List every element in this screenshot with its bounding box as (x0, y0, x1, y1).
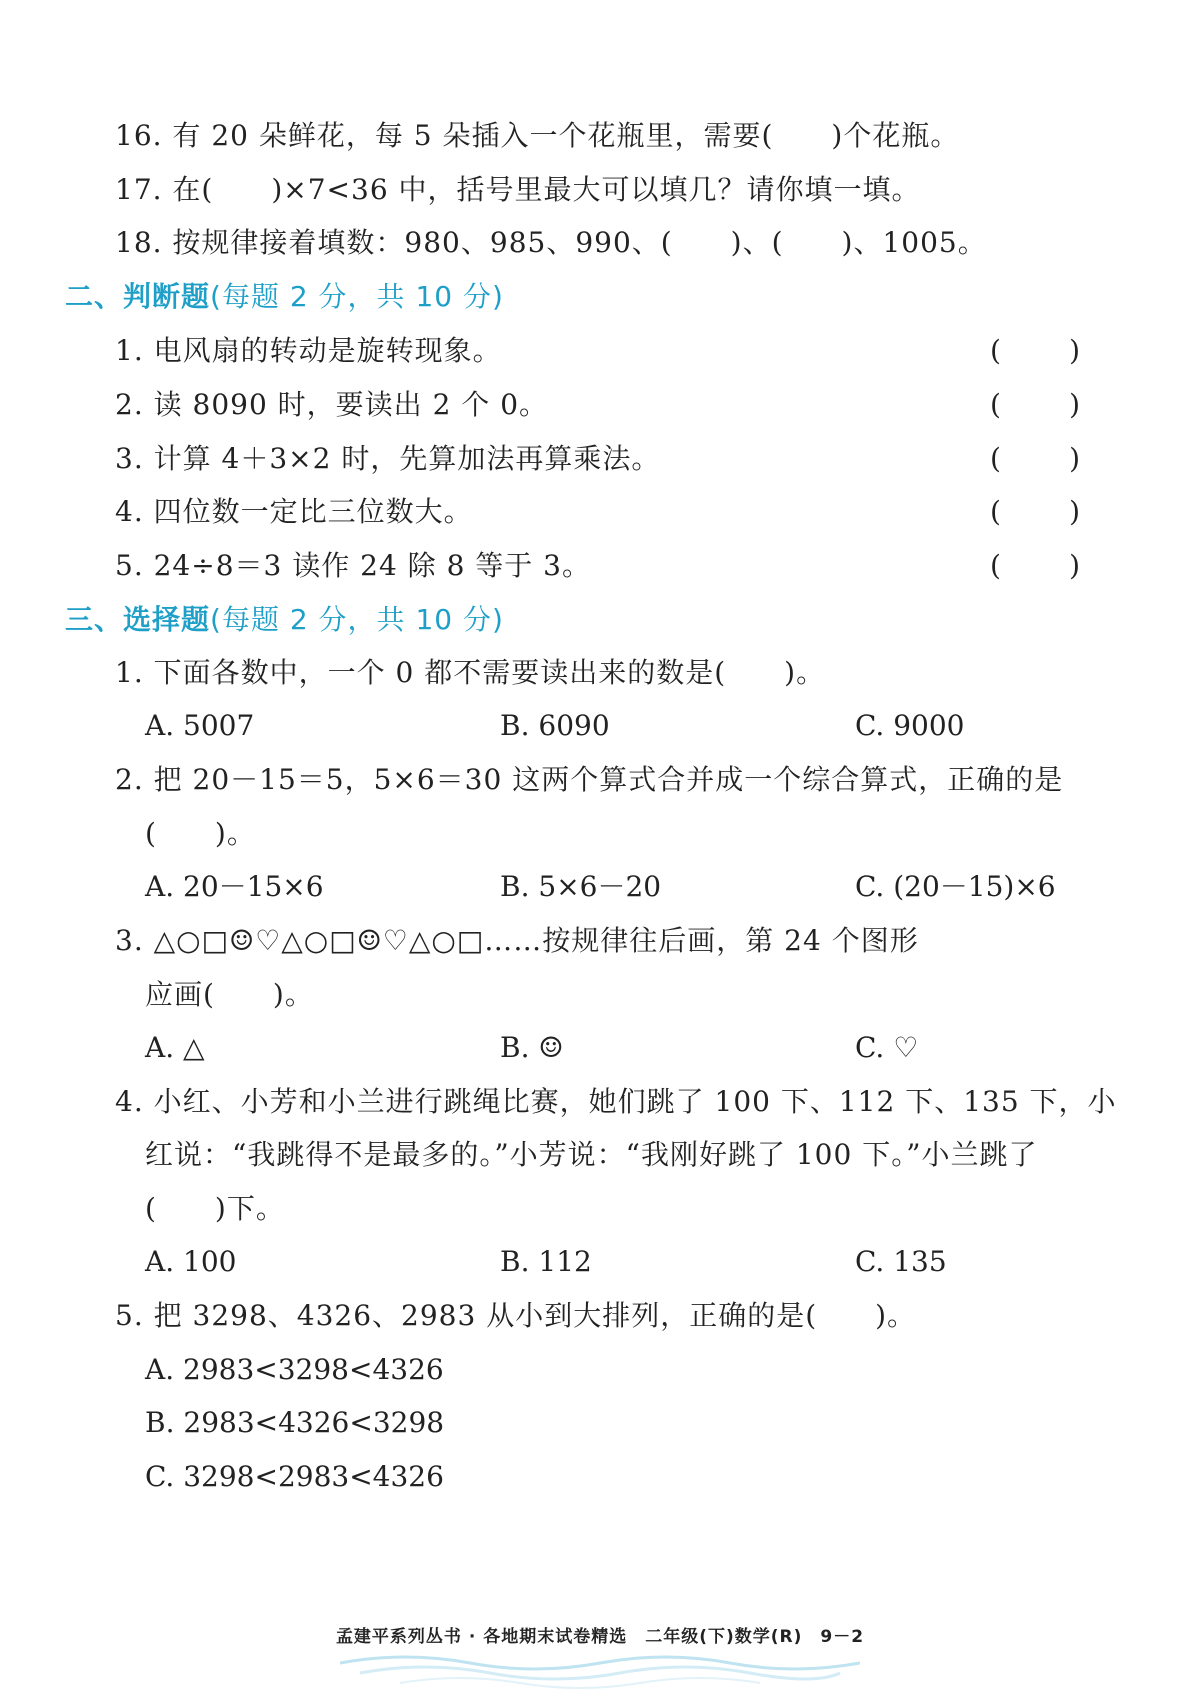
paren-close: ) (1069, 388, 1080, 421)
section-score: (每题 2 分，共 10 分) (210, 280, 504, 313)
option-a: A. 100 (145, 1245, 237, 1278)
section-title: 二、判断题 (65, 280, 211, 313)
judge-item-5: 5. 24÷8＝3 读作 24 除 8 等于 3。 (115, 549, 591, 582)
paren-close: ) (1069, 334, 1080, 367)
paren-close: ) (1069, 495, 1080, 528)
section-heading-judge (65, 277, 504, 317)
option-c: C. 135 (855, 1245, 947, 1278)
choice-question-4: 4. 小红、小芳和小兰进行跳绳比赛，她们跳了 100 下、112 下、135 下，小 (115, 1085, 1117, 1118)
choice-question-3-cont: 应画( )。 (145, 978, 314, 1011)
paren-open: ( (990, 388, 1001, 421)
option-a: A. 5007 (145, 709, 255, 742)
choice-question-4-cont: 红说：“我跳得不是最多的。”小芳说：“我刚好跳了 100 下。”小兰跳了 (145, 1138, 1038, 1171)
page-footer: 孟建平系列丛书 · 各地期末试卷精选 二年级(下)数学(R) 9－2 (335, 1627, 865, 1647)
choice-question-3: 3. △○□☺♡△○□☺♡△○□……按规律往后画，第 24 个图形 (115, 924, 919, 957)
answer-paren (990, 492, 1080, 532)
choice-question-2: 2. 把 20－15＝5，5×6＝30 这两个算式合并成一个综合算式，正确的是 (115, 763, 1064, 796)
option-b: B. 2983<4326<3298 (145, 1406, 445, 1439)
judge-item-2: 2. 读 8090 时，要读出 2 个 0。 (115, 388, 549, 421)
option-a: A. 2983<3298<4326 (145, 1353, 444, 1386)
option-c: C. 9000 (855, 709, 965, 742)
option-a: A. 20－15×6 (145, 870, 324, 903)
section-score: (每题 2 分，共 10 分) (210, 603, 504, 636)
paren-open: ( (990, 442, 1001, 475)
question-17: 17. 在( )×7<36 中，括号里最大可以填几？请你填一填。 (115, 173, 921, 206)
option-b: B. ☺ (500, 1031, 564, 1064)
option-c: C. 3298<2983<4326 (145, 1460, 444, 1493)
choice-question-2-cont: ( )。 (145, 817, 256, 850)
paren-close: ) (1069, 549, 1080, 582)
section-title: 三、选择题 (65, 603, 211, 636)
option-c: C. ♡ (855, 1031, 919, 1064)
choice-question-1: 1. 下面各数中，一个 0 都不需要读出来的数是( )。 (115, 656, 826, 689)
answer-paren (990, 439, 1080, 479)
answer-paren (990, 331, 1080, 371)
answer-paren (990, 385, 1080, 425)
paren-close: ) (1069, 442, 1080, 475)
paren-open: ( (990, 334, 1001, 367)
choice-question-5: 5. 把 3298、4326、2983 从小到大排列，正确的是( )。 (115, 1299, 917, 1332)
question-16: 16. 有 20 朵鲜花，每 5 朵插入一个花瓶里，需要( )个花瓶。 (115, 119, 960, 152)
wave-decoration (340, 1645, 860, 1690)
answer-paren (990, 546, 1080, 586)
option-b: B. 6090 (500, 709, 610, 742)
judge-item-3: 3. 计算 4＋3×2 时，先算加法再算乘法。 (115, 442, 661, 475)
option-c: C. (20－15)×6 (855, 870, 1056, 903)
judge-item-4: 4. 四位数一定比三位数大。 (115, 495, 473, 528)
judge-item-1: 1. 电风扇的转动是旋转现象。 (115, 334, 502, 367)
choice-question-4-cont2: ( )下。 (145, 1192, 285, 1225)
section-heading-choice (65, 600, 504, 640)
question-18: 18. 按规律接着填数：980、985、990、( )、( )、1005。 (115, 226, 987, 259)
option-b: B. 5×6－20 (500, 870, 662, 903)
option-b: B. 112 (500, 1245, 592, 1278)
paren-open: ( (990, 495, 1001, 528)
option-a: A. △ (145, 1031, 205, 1064)
paren-open: ( (990, 549, 1001, 582)
